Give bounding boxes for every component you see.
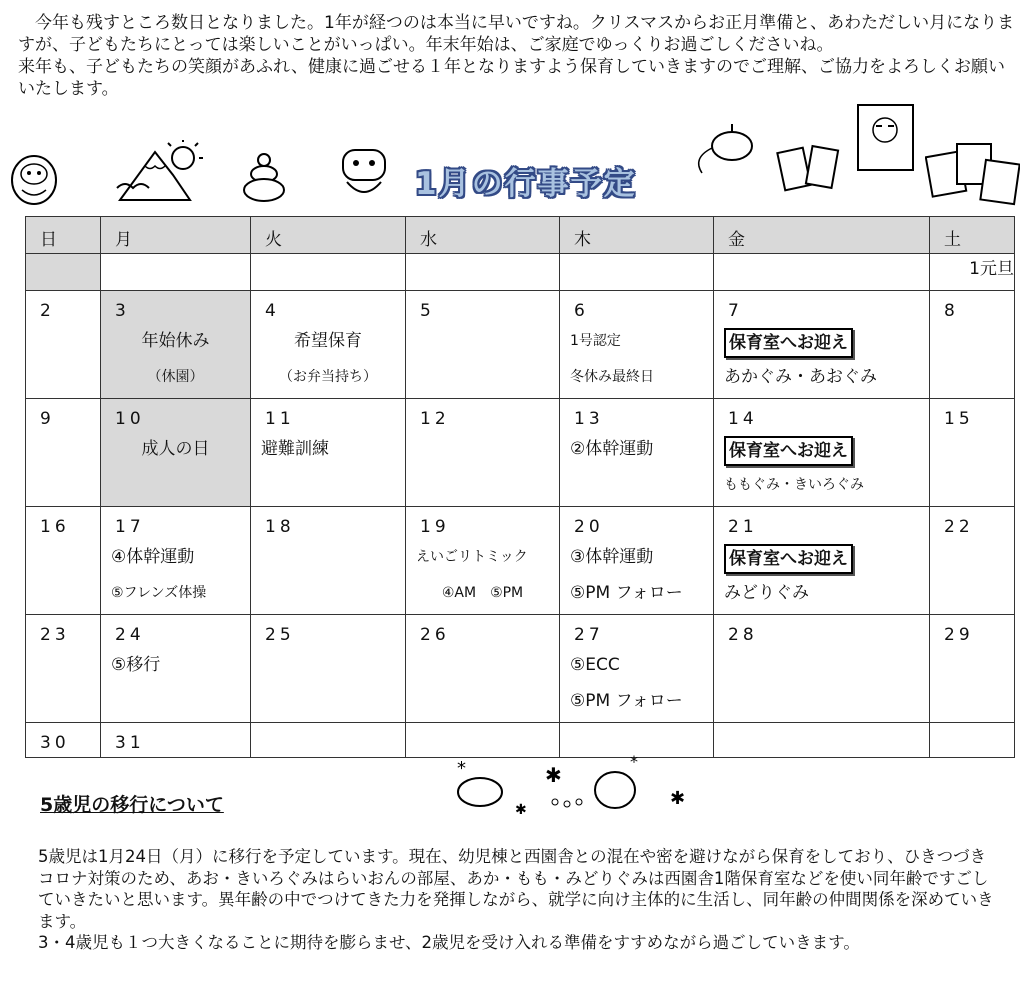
svg-text:*: *	[457, 758, 466, 779]
event-text: ⑤移行	[111, 655, 161, 675]
day-number: 6	[574, 301, 589, 321]
calendar-cell	[930, 723, 1015, 758]
calendar-cell	[251, 399, 406, 507]
event-text: 避難訓練	[261, 439, 329, 459]
calendar-cell	[406, 615, 560, 723]
event-text: ③体幹運動	[570, 547, 654, 567]
calendar-cell	[560, 291, 714, 399]
calendar-cell	[714, 615, 930, 723]
event-text: 希望保育	[294, 331, 362, 351]
calendar-cell	[251, 723, 406, 758]
day-number: 19	[420, 517, 450, 537]
day-number: 12	[420, 409, 450, 429]
event-text: ⑤PM フォロー	[570, 691, 683, 711]
mount-fuji-sun-icon	[115, 140, 210, 205]
calendar-cell	[406, 399, 560, 507]
calendar-header-row	[26, 217, 1015, 254]
calendar-cell	[714, 254, 930, 291]
day-number: 27	[574, 625, 604, 645]
calendar-cell	[251, 254, 406, 291]
event-text: 冬休み最終日	[570, 369, 654, 385]
calendar-table	[25, 216, 1015, 758]
calendar-cell	[560, 615, 714, 723]
day-number: 18	[265, 517, 295, 537]
day-number: 17	[115, 517, 145, 537]
day-number: 21	[728, 517, 758, 537]
calendar-cell	[26, 254, 101, 291]
calendar-week-row	[26, 254, 1015, 291]
calendar-cell	[714, 723, 930, 758]
calendar-week-row	[26, 399, 1015, 507]
day-number: 7	[728, 301, 743, 321]
calendar-cell	[714, 291, 930, 399]
section-body	[38, 846, 998, 954]
section-paragraph-2: 3・4歳児も１つ大きくなることに期待を膨らませ、2歳児を受け入れる準備をすすめながら過ごしていきます。	[38, 933, 860, 952]
day-number: 15	[944, 409, 974, 429]
calendar-cell	[930, 399, 1015, 507]
day-number: 4	[265, 301, 280, 321]
calendar-cell	[26, 615, 101, 723]
header-tue: 火	[251, 217, 406, 254]
day-number: 2	[40, 301, 55, 321]
calendar-cell	[26, 399, 101, 507]
day-number: 11	[265, 409, 295, 429]
calendar-cell	[101, 507, 251, 615]
event-text: 成人の日	[141, 439, 210, 459]
header-sun: 日	[26, 217, 101, 254]
svg-text:✱: ✱	[670, 788, 686, 809]
intro-paragraph-1: 今年も残すところ数日となりました。1年が経つのは本当に早いですね。クリスマスからお正月準備と、あわただしい月になりますが、子どもたちにとっては楽しいことがいっぱい。年末年始は、ご家庭でゆっくりお過ごしくださいね。	[18, 13, 1015, 55]
event-text: （お弁当持ち）	[279, 369, 377, 385]
kagami-mochi-icon	[240, 150, 288, 206]
calendar-cell	[930, 615, 1015, 723]
intro-text	[18, 12, 1018, 100]
svg-text:✱: ✱	[515, 802, 527, 818]
event-text: ⑤PM フォロー	[570, 583, 683, 603]
calendar-cell	[101, 291, 251, 399]
calendar-cell	[101, 615, 251, 723]
day-number: 3	[115, 301, 130, 321]
calendar-cell	[26, 507, 101, 615]
calendar-cell	[714, 507, 930, 615]
day-number: 16	[40, 517, 70, 537]
calendar-cell	[930, 507, 1015, 615]
pickup-notice-badge: 保育室へお迎え	[724, 544, 853, 574]
pickup-notice-badge: 保育室へお迎え	[724, 328, 853, 358]
svg-text:✱: ✱	[545, 763, 562, 787]
daruma-icon	[8, 150, 60, 206]
day-number: 26	[420, 625, 450, 645]
calendar-cell	[251, 291, 406, 399]
day-number: 30	[40, 733, 70, 753]
calendar-week-row	[26, 615, 1015, 723]
day-number: 28	[728, 625, 758, 645]
day-number: 29	[944, 625, 974, 645]
kite-icon	[848, 100, 923, 180]
event-text: えいごリトミック	[416, 549, 528, 565]
event-text: ②体幹運動	[570, 439, 654, 459]
calendar-cell	[560, 507, 714, 615]
day-number: 8	[944, 301, 959, 321]
calendar-cell	[560, 399, 714, 507]
pickup-notice-badge: 保育室へお迎え	[724, 436, 853, 466]
calendar-cell	[560, 254, 714, 291]
event-text: あかぐみ・あおぐみ	[724, 367, 877, 387]
day-number: 13	[574, 409, 604, 429]
snow-fish-decoration-icon	[445, 752, 700, 822]
event-text: ④体幹運動	[111, 547, 195, 567]
header-fri: 金	[714, 217, 930, 254]
calendar-cell	[406, 291, 560, 399]
section-paragraph-1: 5歳児は1月24日（月）に移行を予定しています。現在、幼児棟と西園舎との混在や密を避けながら保育をしており、ひきつづきコロナ対策のため、あお・きいろぐみはらいおんの部屋、あか・もも・みどりぐみは西園舎1階保育室などを使い同年齢ですごしていきたいと思います。異年齢の中でつけてきた力を発揮しながら、就学に向け主体的に生活し、同年齢の仲間関係を深めていきます。	[38, 847, 994, 931]
svg-text:*: *	[630, 752, 638, 771]
day-number: 22	[944, 517, 974, 537]
calendar-cell	[406, 507, 560, 615]
calendar-cell	[101, 254, 251, 291]
section-heading: 5歳児の移行について	[40, 794, 224, 816]
calendar-cell	[26, 723, 101, 758]
day-number: 24	[115, 625, 145, 645]
spinning-top-icon	[690, 118, 760, 180]
calendar-week-row	[26, 507, 1015, 615]
header-mon: 月	[101, 217, 251, 254]
event-text: ⑤ECC	[570, 655, 620, 675]
event-text: みどりぐみ	[724, 583, 809, 603]
calendar-cell	[251, 615, 406, 723]
calendar-cell	[101, 399, 251, 507]
day-number: 20	[574, 517, 604, 537]
event-text: ももぐみ・きいろぐみ	[724, 477, 864, 493]
day-number: 23	[40, 625, 70, 645]
karuta-cards-icon	[925, 140, 1020, 210]
calendar-cell	[251, 507, 406, 615]
lion-dance-icon	[335, 140, 393, 202]
day-number: 31	[115, 733, 145, 753]
day-number: 5	[420, 301, 435, 321]
calendar-cell	[714, 399, 930, 507]
event-text: ⑤フレンズ体操	[111, 585, 207, 601]
calendar-cell	[26, 291, 101, 399]
header-sat: 土	[930, 217, 1015, 254]
new-years-day-cell: 1元旦	[930, 254, 1015, 291]
calendar-cell	[406, 254, 560, 291]
intro-paragraph-2: 来年も、子どもたちの笑顔があふれ、健康に過ごせる１年となりますよう保育していきますのでご理解、ご協力をよろしくお願いいたします。	[18, 57, 1006, 99]
day-number: 9	[40, 409, 55, 429]
calendar-cell	[101, 723, 251, 758]
event-text: 1号認定	[570, 333, 621, 349]
calendar-cell	[930, 291, 1015, 399]
event-text: ④AM ⑤PM	[441, 585, 524, 601]
day-number: 25	[265, 625, 295, 645]
event-text: （休園）	[147, 369, 204, 385]
hanafuda-cards-icon	[775, 140, 845, 200]
day-number: 10	[115, 409, 145, 429]
event-text: 年始休み	[141, 331, 210, 351]
day-number: 14	[728, 409, 758, 429]
calendar-week-row	[26, 291, 1015, 399]
header-wed: 水	[406, 217, 560, 254]
page-title: 1月の行事予定	[415, 166, 637, 202]
header-thu: 木	[560, 217, 714, 254]
